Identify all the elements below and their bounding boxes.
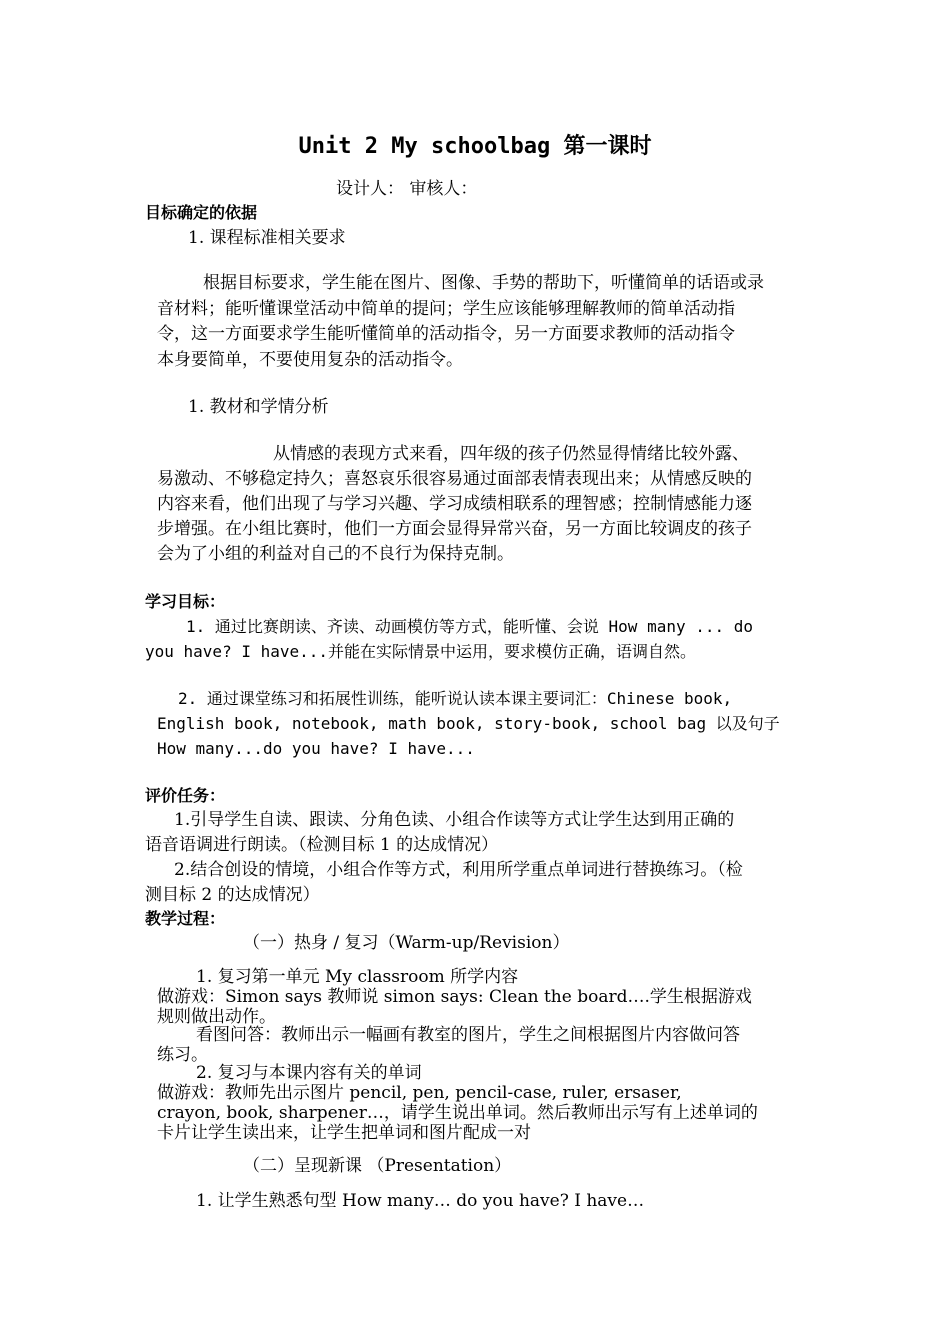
basis-para1-line: 本身要简单，不要使用复杂的活动指令。 (157, 350, 463, 370)
process-p1-line: 1. 复习第一单元 My classroom 所学内容 (196, 967, 519, 987)
basis-sub2: 1. 教材和学情分析 (188, 397, 329, 417)
goal1-line: 1. 通过比赛朗读、齐读、动画模仿等方式，能听懂、会说 How many ... do (186, 617, 754, 636)
goal2-line: 2. 通过课堂练习和拓展性训练，能听说认读本课主要词汇：Chinese book, (178, 689, 733, 708)
page-title: Unit 2 My schoolbag 第一课时 (298, 134, 652, 159)
process-p2-line: 1. 让学生熟悉句型 How many… do you have? I have… (196, 1191, 645, 1211)
eval-item1-line: 语音语调进行朗读。（检测目标 1 的达成情况） (145, 835, 499, 855)
basis-para1-line: 根据目标要求，学生能在图片、图像、手势的帮助下，听懂简单的话语或录 (203, 273, 764, 293)
process-part1-title: （一）热身 / 复习（Warm-up/Revision） (243, 933, 570, 953)
basis-sub1: 1. 课程标准相关要求 (188, 228, 346, 248)
process-p1-line: 做游戏：教师先出示图片 pencil, pen, pencil-case, ruler, ersaser, (157, 1083, 682, 1103)
process-p1-line: 卡片让学生读出来，让学生把单词和图片配成一对 (157, 1123, 531, 1143)
basis-para2-line: 会为了小组的利益对自己的不良行为保持克制。 (157, 544, 514, 564)
goal2-line: English book, notebook, math book, story-book, school bag 以及句子 (157, 714, 780, 733)
eval-item2-line: 2.结合创设的情境，小组合作等方式，利用所学重点单词进行替换练习。（检 (174, 860, 743, 880)
process-p1-line: 练习。 (157, 1045, 208, 1065)
process-heading: 教学过程： (145, 909, 226, 928)
basis-heading: 目标确定的依据 (145, 203, 258, 222)
process-p1-line: 2. 复习与本课内容有关的单词 (196, 1063, 422, 1083)
basis-para2-line: 步增强。在小组比赛时，他们一方面会显得异常兴奋，另一方面比较调皮的孩子 (157, 519, 752, 539)
goals-heading: 学习目标： (145, 592, 226, 611)
process-p1-line: 规则做出动作。 (157, 1007, 276, 1027)
process-p1-line: crayon, book, sharpener…，请学生说出单词。然后教师出示写有上述单词的 (157, 1103, 758, 1123)
eval-heading: 评价任务： (145, 786, 226, 805)
basis-para1-line: 音材料；能听懂课堂活动中简单的提问；学生应该能够理解教师的简单活动指 (157, 299, 735, 319)
eval-item2-line: 测目标 2 的达成情况） (145, 885, 320, 905)
basis-para1-line: 令，这一方面要求学生能听懂简单的活动指令，另一方面要求教师的活动指令 (157, 324, 735, 344)
basis-para2-line: 内容来看，他们出现了与学习兴趣、学习成绩相联系的理智感；控制情感能力逐 (157, 494, 752, 514)
basis-para2-line: 易激动、不够稳定持久；喜怒哀乐很容易通过面部表情表现出来；从情感反映的 (157, 469, 752, 489)
goal2-line: How many...do you have? I have... (157, 739, 475, 758)
process-part2-title: （二）呈现新课 （Presentation） (243, 1156, 512, 1176)
author-line: 设计人： 审核人： (336, 179, 478, 199)
eval-item1-line: 1.引导学生自读、跟读、分角色读、小组合作读等方式让学生达到用正确的 (174, 810, 735, 830)
process-p1-line: 看图问答：教师出示一幅画有教室的图片，学生之间根据图片内容做问答 (196, 1025, 740, 1045)
process-p1-line: 做游戏：Simon says 教师说 simon says: Clean the board….学生根据游戏 (157, 987, 752, 1007)
goal1-line: you have? I have...并能在实际情景中运用，要求模仿正确，语调自然。 (145, 642, 697, 661)
basis-para2-line: 从情感的表现方式来看，四年级的孩子仍然显得情绪比较外露、 (273, 444, 749, 464)
